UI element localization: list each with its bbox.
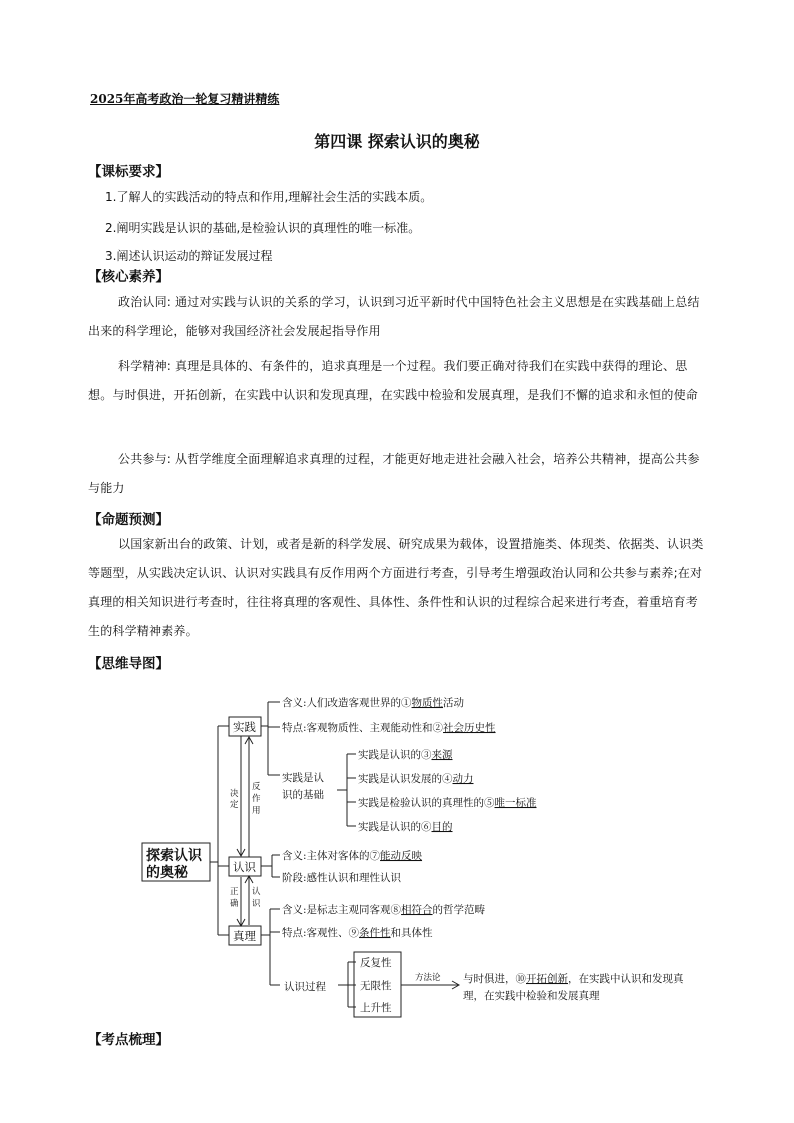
practice-basis-label-2: 识的基础 — [282, 789, 324, 801]
practice-meaning: 含义:人们改造客观世界的①物质性活动 — [282, 697, 465, 709]
practice-basis-driving-force: 实践是认识发展的④动力 — [358, 773, 474, 785]
truth-process-label: 认识过程 — [284, 981, 326, 993]
arrow-label-know-2: 识 — [252, 899, 261, 909]
lesson-title: 第四课 探索认识的奥秘 — [314, 132, 480, 151]
literacy-paragraph-1: 政治认同: 通过对实践与认识的关系的学习，认识到习近平新时代中国特色社会主义思想是在实践基础上总结出来的科学理论，能够对我国经济社会发展起指导作用 — [88, 295, 700, 338]
requirement-item-2: 2.阐明实践是认识的基础,是检验认识的真理性的唯一标准。 — [105, 221, 421, 235]
arrow-label-react-2: 作 — [252, 794, 261, 804]
truth-process-ascending: 上升性 — [360, 1002, 392, 1014]
cognition-stage: 阶段:感性认识和理性认识 — [282, 872, 402, 884]
section-heading-literacy: 【核心素养】 — [88, 269, 169, 285]
truth-conclusion-line2: 理，在实践中检验和发展真理 — [463, 990, 600, 1002]
arrow-label-decide-2: 定 — [230, 800, 239, 810]
node-cognition: 认识 — [233, 860, 256, 874]
cognition-meaning: 含义:主体对客体的⑦能动反映 — [282, 850, 423, 862]
practice-basis-only-standard: 实践是检验认识的真理性的⑤唯一标准 — [358, 797, 537, 809]
requirement-item-3: 3.阐述认识运动的辩证发展过程 — [105, 249, 273, 263]
prediction-paragraph: 以国家新出台的政策、计划，或者是新的科学发展、研究成果为载体，设置措施类、体现类、依据类、认识类等题型，从实践决定认识、认识对实践具有反作用两个方面进行考查，引导考生增强政治认同和公共参与素养;在对真理的相关知识进行考查时，往往将真理的客观性、具体性、条件性和认识的过程综合起来进行考查，着重培育考生的科学精神素养。 — [88, 537, 704, 638]
practice-basis-purpose: 实践是认识的⑥目的 — [358, 821, 453, 833]
root-node-line1: 探索认识 — [146, 848, 202, 864]
practice-basis-label-1: 实践是认 — [282, 772, 324, 784]
arrow-label-react-1: 反 — [252, 782, 261, 792]
arrow-label-correct-1: 正 — [230, 887, 239, 897]
truth-process-repetitive: 反复性 — [360, 957, 392, 969]
method-label: 方法论 — [415, 973, 441, 983]
truth-process-infinite: 无限性 — [360, 980, 392, 992]
practice-feature: 特点:客观物质性、主观能动性和②社会历史性 — [282, 722, 496, 734]
truth-conclusion-line1: 与时俱进，⑩开拓创新，在实践中认识和发现真 — [463, 973, 684, 985]
requirement-item-1: 1.了解人的实践活动的特点和作用,理解社会生活的实践本质。 — [105, 190, 433, 204]
node-practice: 实践 — [233, 720, 256, 734]
section-heading-mindmap: 【思维导图】 — [88, 656, 169, 672]
truth-feature: 特点:客观性、⑨条件性和具体性 — [282, 927, 433, 939]
arrow-label-react-3: 用 — [252, 806, 261, 816]
document-header: 2025年高考政治一轮复习精讲精练 — [90, 92, 280, 106]
arrow-label-know-1: 认 — [252, 887, 261, 897]
section-heading-requirements: 【课标要求】 — [88, 164, 169, 180]
node-truth: 真理 — [233, 929, 256, 943]
root-node-line2: 的奥秘 — [146, 865, 188, 881]
arrow-label-decide-1: 决 — [230, 789, 239, 799]
section-heading-prediction: 【命题预测】 — [88, 512, 169, 528]
practice-basis-source: 实践是认识的③来源 — [358, 749, 453, 761]
literacy-paragraph-3: 公共参与: 从哲学维度全面理解追求真理的过程，才能更好地走进社会融入社会，培养公共精神，提高公共参与能力 — [88, 452, 700, 495]
truth-meaning: 含义:是标志主观同客观⑧相符合的哲学范畴 — [282, 904, 486, 916]
section-heading-points: 【考点梳理】 — [88, 1032, 169, 1048]
arrow-label-correct-2: 确 — [230, 899, 239, 909]
literacy-paragraph-2: 科学精神: 真理是具体的、有条件的，追求真理是一个过程。我们要正确对待我们在实践中获得的理论、思想。与时俱进，开拓创新，在实践中认识和发现真理，在实践中检验和发展真理，是我们不懈的追求和永恒的使命 — [88, 359, 699, 402]
